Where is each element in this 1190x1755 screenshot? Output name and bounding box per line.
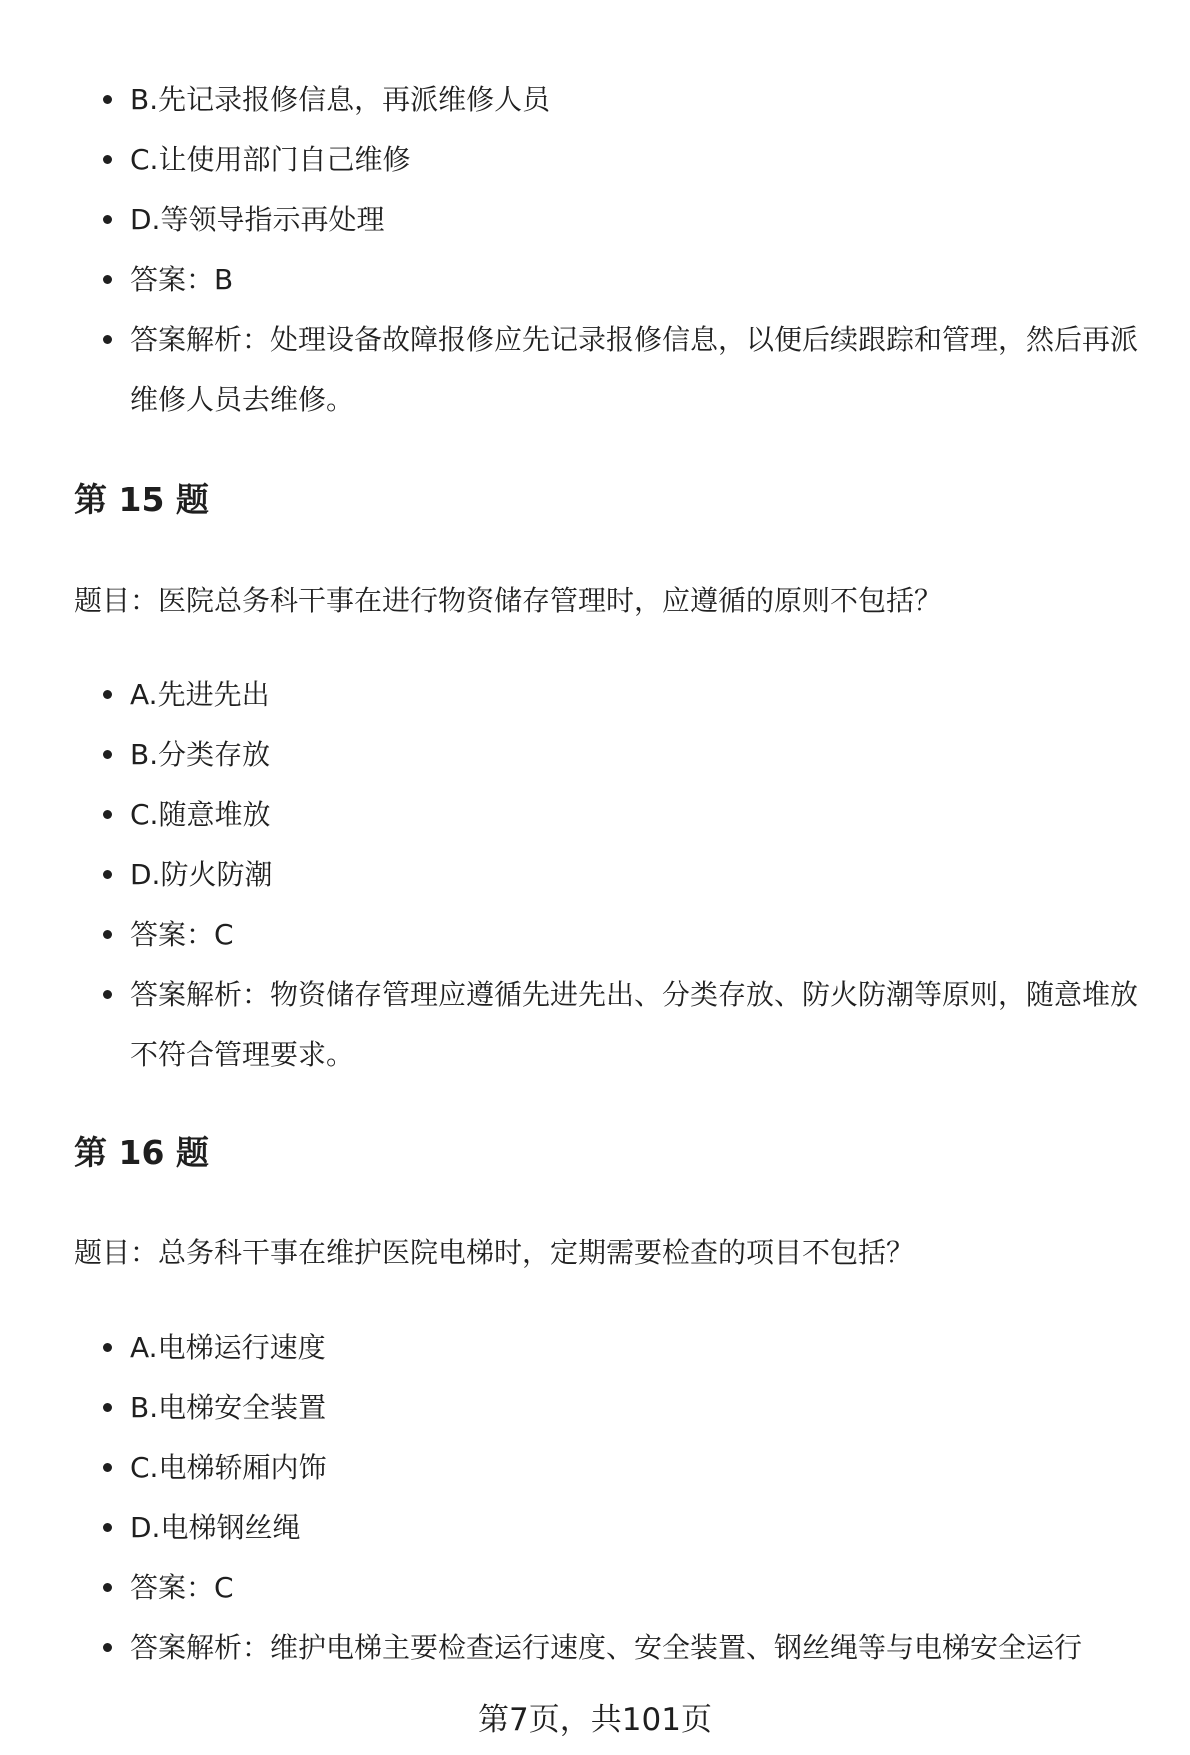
- q15-option-c: C.随意堆放: [130, 798, 271, 831]
- bullet: [103, 335, 112, 344]
- q16-option-d: D.电梯钢丝绳: [130, 1511, 301, 1544]
- list-item: [0, 1318, 1190, 1378]
- bullet: [103, 1643, 112, 1652]
- bullet: [103, 870, 112, 879]
- list-item: [0, 310, 1190, 430]
- bullet: [103, 930, 112, 939]
- q14-option-b: B.先记录报修信息，再派维修人员: [130, 83, 551, 116]
- q15-answer: 答案：C: [130, 918, 234, 951]
- q15-option-a: A.先进先出: [130, 678, 270, 711]
- bullet: [103, 990, 112, 999]
- q15-explanation: 答案解析：物资储存管理应遵循先进先出、分类存放、防火防潮等原则，随意堆放不符合管理要求。: [130, 978, 1139, 1071]
- list-item: [0, 845, 1190, 905]
- bullet: [103, 1343, 112, 1352]
- q16-option-list: [0, 1318, 1190, 1678]
- bullet: [103, 1463, 112, 1472]
- q14-option-d: D.等领导指示再处理: [130, 203, 385, 236]
- list-item: [0, 70, 1190, 130]
- q16-option-b: B.电梯安全装置: [130, 1391, 327, 1424]
- q15-option-b: B.分类存放: [130, 738, 271, 771]
- list-item: [0, 1438, 1190, 1498]
- q15-option-d: D.防火防潮: [130, 858, 273, 891]
- page-number: 第7页，共101页: [478, 1702, 712, 1738]
- list-item: [0, 190, 1190, 250]
- bullet: [103, 1583, 112, 1592]
- q14-option-list: [0, 70, 1190, 430]
- list-item: [0, 665, 1190, 725]
- bullet: [103, 810, 112, 819]
- q15-option-list: [0, 665, 1190, 1085]
- bullet: [103, 750, 112, 759]
- list-item: [0, 1498, 1190, 1558]
- bullet: [103, 95, 112, 104]
- q16-answer: 答案：C: [130, 1571, 234, 1604]
- bullet: [103, 1523, 112, 1532]
- bullet: [103, 1403, 112, 1412]
- bullet: [103, 215, 112, 224]
- list-item: [0, 130, 1190, 190]
- q16-title: 第 16 题: [74, 1133, 209, 1172]
- q15-stem: 题目：医院总务科干事在进行物资储存管理时，应遵循的原则不包括？: [74, 584, 943, 617]
- q16-stem: 题目：总务科干事在维护医院电梯时，定期需要检查的项目不包括？: [74, 1236, 915, 1269]
- q16-option-c: C.电梯轿厢内饰: [130, 1451, 327, 1484]
- list-item: [0, 905, 1190, 965]
- bullet: [103, 155, 112, 164]
- list-item: [0, 250, 1190, 310]
- q15-title: 第 15 题: [74, 480, 209, 519]
- q14-option-c: C.让使用部门自己维修: [130, 143, 411, 176]
- list-item: [0, 785, 1190, 845]
- list-item: [0, 965, 1190, 1085]
- bullet: [103, 275, 112, 284]
- list-item: [0, 725, 1190, 785]
- q14-explanation: 答案解析：处理设备故障报修应先记录报修信息，以便后续跟踪和管理，然后再派维修人员去维修。: [130, 323, 1139, 416]
- list-item: [0, 1378, 1190, 1438]
- bullet: [103, 690, 112, 699]
- q16-option-a: A.电梯运行速度: [130, 1331, 326, 1364]
- q14-answer: 答案：B: [130, 263, 234, 296]
- list-item: [0, 1618, 1190, 1678]
- list-item: [0, 1558, 1190, 1618]
- q16-explanation: 答案解析：维护电梯主要检查运行速度、安全装置、钢丝绳等与电梯安全运行: [130, 1631, 1083, 1664]
